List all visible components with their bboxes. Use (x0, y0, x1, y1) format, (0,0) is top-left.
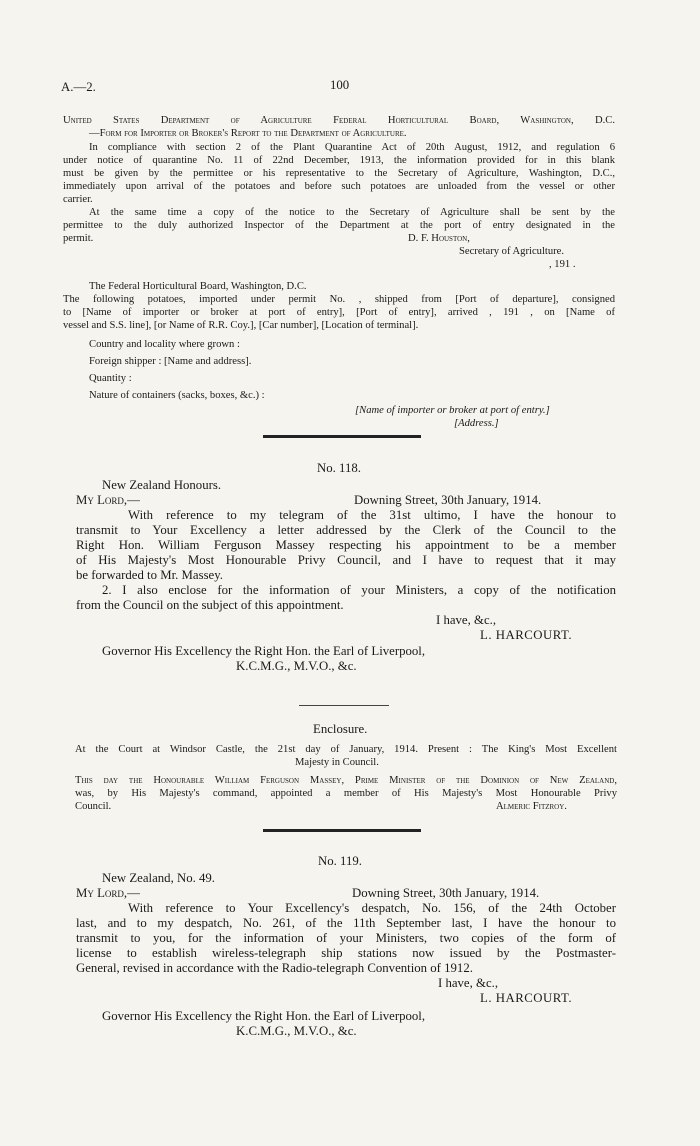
letter119-line: With reference to Your Excellency's despatch, No. 156, of the 24th October (128, 901, 616, 915)
usda-signer-title: Secretary of Agriculture. (459, 246, 565, 257)
letter119-closing: I have, &c., (438, 976, 499, 990)
letter119-line: last, and to my despatch, No. 261, of the 11th September last, I have the honour to (76, 916, 616, 930)
letter118-salutation: My Lord,— (76, 493, 140, 507)
letter118-line: 2. I also enclose for the information of your Ministers, a copy of the notification (102, 583, 616, 597)
usda-form-line: vessel and S.S. line], [or Name of R.R. Coy.], [Car number], [Location of terminal]. (63, 320, 419, 331)
usda-para2-line: At the same time a copy of the notice to the Secretary of Agriculture shall be sent by the (89, 207, 615, 218)
usda-para1-line: must be given by the permittee or his representative to the Secretary of Agriculture, Washington, D.C., (63, 168, 615, 179)
usda-title-line2: —Form for Importer or Broker's Report to the Department of Agriculture. (89, 128, 407, 139)
usda-field-country: Country and locality where grown : (89, 339, 240, 350)
usda-date-line: , 191 . (549, 259, 576, 270)
letter119-salutation: My Lord,— (76, 886, 140, 900)
section-divider (263, 829, 421, 832)
letter119-addressee-line1: Governor His Excellency the Right Hon. the Earl of Liverpool, (102, 1009, 426, 1023)
usda-field-quantity: Quantity : (89, 373, 132, 384)
enclosure-title: Enclosure. (313, 722, 368, 736)
enclosure-line: At the Court at Windsor Castle, the 21st day of January, 1914. Present : The King's Most Excellent (75, 744, 617, 755)
enclosure-body-line: This day the Honourable William Ferguson Massey, Prime Minister of the Dominion of New Zealand, (75, 775, 617, 786)
usda-field-containers: Nature of containers (sacks, boxes, &c.) : (89, 390, 265, 401)
usda-para2-line: permit. (63, 233, 94, 244)
letter118-line: be forwarded to Mr. Massey. (76, 568, 224, 582)
letter118-line: With reference to my telegram of the 31st ultimo, I have the honour to (128, 508, 616, 522)
enclosure-line: Majesty in Council. (295, 757, 379, 768)
enclosure-body-line: was, by His Majesty's command, appointed a member of His Majesty's Most Honourable Privy (75, 788, 617, 799)
letter119 (76, 871, 616, 1039)
usda-form (63, 114, 615, 430)
letter119-signature: L. HARCOURT. (480, 991, 573, 1005)
letter119-line: transmit to you, for the information of your Ministers, two copies of the form of (76, 931, 616, 945)
usda-signer-name: D. F. Houston, (408, 233, 470, 244)
usda-para1-line: under notice of quarantine No. 11 of 22nd December, 1913, the information provided for in this blank (63, 155, 615, 166)
usda-title-line1: United States Department of Agriculture Federal Horticultural Board, Washington, D.C. (63, 115, 615, 126)
section-divider (263, 435, 421, 438)
usda-para2-line: permittee to the duly authorized Inspector of the Department at the port of entry designated in the (63, 220, 615, 231)
section-divider-thin (299, 705, 389, 706)
letter118-line: Right Hon. William Ferguson Massey respecting his appointment to be a member (76, 538, 616, 552)
usda-para1-line: carrier. (63, 194, 93, 205)
usda-form-line: to [Name of importer or broker at port of entry], [Port of entry], arrived , 191 , on [Name of (63, 307, 615, 318)
page-ref: A.—2. (61, 80, 96, 94)
letter118-addressee-line1: Governor His Excellency the Right Hon. the Earl of Liverpool, (102, 644, 426, 658)
letter118-subject: New Zealand Honours. (102, 478, 222, 492)
letter118-addressee-line2: K.C.M.G., M.V.O., &c. (236, 659, 357, 673)
enclosure (75, 743, 617, 813)
letter119-addressee-line2: K.C.M.G., M.V.O., &c. (236, 1024, 357, 1038)
letter118-number: No. 118. (317, 461, 361, 475)
usda-addressee: The Federal Horticultural Board, Washington, D.C. (89, 281, 307, 292)
enclosure-signature: Almeric Fitzroy. (496, 801, 567, 812)
usda-para2 (63, 206, 615, 245)
usda-field-shipper: Foreign shipper : [Name and address]. (89, 356, 252, 367)
letter118-closing: I have, &c., (436, 613, 497, 627)
page-number: 100 (330, 78, 350, 92)
letter118 (76, 478, 616, 674)
usda-address-signature: [Address.] (454, 418, 499, 429)
letter119-line: General, revised in accordance with the Radio-telegraph Convention of 1912. (76, 961, 473, 975)
usda-para1-line: immediately upon arrival of the potatoes and before such potatoes are unloaded from the vessel or other (63, 181, 615, 192)
letter118-signature: L. HARCOURT. (480, 628, 573, 642)
letter119-number: No. 119. (318, 854, 362, 868)
enclosure-body-line: Council. (75, 801, 112, 812)
letter118-line: of His Majesty's Most Honourable Privy Council, and I have to request that it may (76, 553, 616, 567)
letter119-line: license to establish wireless-telegraph ship stations now issued by the Postmaster- (76, 946, 616, 960)
letter118-line: from the Council on the subject of this appointment. (76, 598, 344, 612)
usda-para1 (63, 141, 615, 206)
letter118-place-date: Downing Street, 30th January, 1914. (354, 493, 542, 507)
letter119-place-date: Downing Street, 30th January, 1914. (352, 886, 540, 900)
usda-importer-signature: [Name of importer or broker at port of entry.] (355, 405, 550, 416)
letter119-subject: New Zealand, No. 49. (102, 871, 216, 885)
usda-form-line: The following potatoes, imported under permit No. , shipped from [Port of departure], consigned (63, 294, 615, 305)
letter118-line: transmit to Your Excellency a letter addressed by the Clerk of the Council to the (76, 523, 616, 537)
usda-para1-line: In compliance with section 2 of the Plant Quarantine Act of 20th August, 1912, and regulation 6 (89, 142, 615, 153)
